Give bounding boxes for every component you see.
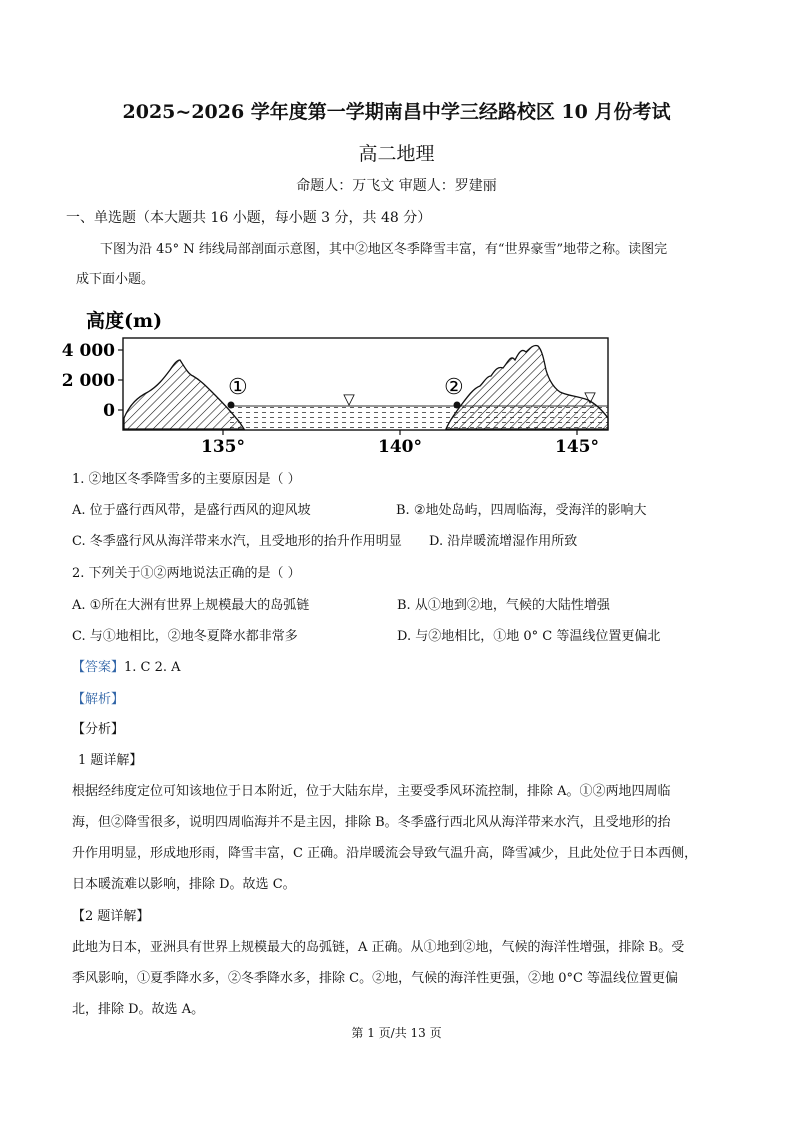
page-number: 第 1 页/共 13 页: [351, 1026, 442, 1040]
question-2-stem: 2. 下列关于①②两地说法正确的是（ ）: [72, 566, 301, 581]
y-tick-0: 0: [103, 401, 115, 421]
question-1-option-c: C. 冬季盛行风从海洋带来水汽，且受地形的抬升作用明显: [72, 534, 402, 549]
subject-title: 高二地理: [358, 143, 435, 165]
question-1-option-d: D. 沿岸暖流增湿作用所致: [429, 534, 578, 549]
cross-section-figure: [61, 300, 618, 460]
marker-2: ②: [444, 375, 464, 400]
section-heading: 一、单选题（本大题共 16 小题，每小题 3 分，共 48 分）: [66, 210, 432, 226]
q1-detail-label: 1 题详解】: [78, 753, 143, 768]
question-1-option-b: B. ②地处岛屿，四周临海，受海洋的影响大: [396, 503, 647, 518]
q2-detail-line-2: 季风影响，①夏季降水多，②冬季降水多，排除 C。②地，气候的海洋性更强，②地 0°C 等温线位置更偏: [72, 971, 679, 986]
authors: 命题人：万飞文 审题人：罗建丽: [296, 178, 497, 194]
jiexi-label: 【解析】: [72, 692, 125, 707]
question-2-option-c: C. 与①地相比，②地冬夏降水都非常多: [72, 629, 298, 644]
q1-detail-line-2: 海，但②降雪很多，说明四周临海并不是主因，排除 B。冬季盛行西北风从海洋带来水汽，且受地形的抬: [72, 815, 671, 830]
water-level-symbol-1: ▽: [343, 390, 355, 408]
exam-title: 2025~2026 学年度第一学期南昌中学三经路校区 10 月份考试: [122, 101, 671, 123]
q1-detail-line-4: 日本暖流难以影响，排除 D。故选 C。: [72, 877, 296, 892]
q1-detail-line-1: 根据经纬度定位可知该地位于日本附近，位于大陆东岸，主要受季风环流控制，排除 A。①②两地四周临: [72, 784, 671, 799]
answer-line: [72, 660, 181, 676]
point-1-dot: [228, 402, 235, 409]
water-level-symbol-2: ▽: [584, 388, 596, 406]
q2-detail-line-3: 北，排除 D。故选 A。: [72, 1002, 205, 1017]
marker-1: ①: [228, 375, 248, 400]
fenxi-label: 【分析】: [72, 722, 125, 737]
question-2-option-b: B. 从①地到②地，气候的大陆性增强: [397, 598, 610, 613]
intro-line-1: 下图为沿 45° N 纬线局部剖面示意图，其中②地区冬季降雪丰富，有“世界豪雪”地带之称。读图完: [100, 242, 668, 257]
y-tick-2000: 2 000: [61, 371, 115, 391]
left-landmass: [124, 360, 244, 429]
answer-values: 1. C 2. A: [124, 660, 181, 675]
question-1-option-a: A. 位于盛行西风带，是盛行西风的迎风坡: [72, 503, 311, 518]
x-tick-140: 140°: [378, 437, 422, 457]
question-1-stem: 1. ②地区冬季降雪多的主要原因是（ ）: [72, 472, 301, 487]
y-tick-4000: 4 000: [61, 341, 115, 361]
q2-detail-label: 【2 题详解】: [72, 909, 150, 924]
point-2-dot: [454, 402, 461, 409]
q2-detail-line-1: 此地为日本，亚洲具有世界上规模最大的岛弧链，A 正确。从①地到②地，气候的海洋性增强，排除 B。受: [72, 940, 685, 955]
question-2-option-a: A. ①所在大洲有世界上规模最大的岛弧链: [72, 598, 310, 613]
x-tick-145: 145°: [555, 437, 599, 457]
q1-detail-line-3: 升作用明显，形成地形雨，降雪丰富，C 正确。沿岸暖流会导致气温升高，降雪减少，且此处位于日本西侧，: [72, 846, 698, 861]
intro-line-2: 成下面小题。: [76, 272, 155, 287]
question-2-option-d: D. 与②地相比，①地 0° C 等温线位置更偏北: [397, 629, 661, 644]
answer-label: 【答案】: [72, 660, 125, 675]
y-axis-label: 高度(m): [86, 310, 163, 332]
x-tick-135: 135°: [201, 437, 245, 457]
